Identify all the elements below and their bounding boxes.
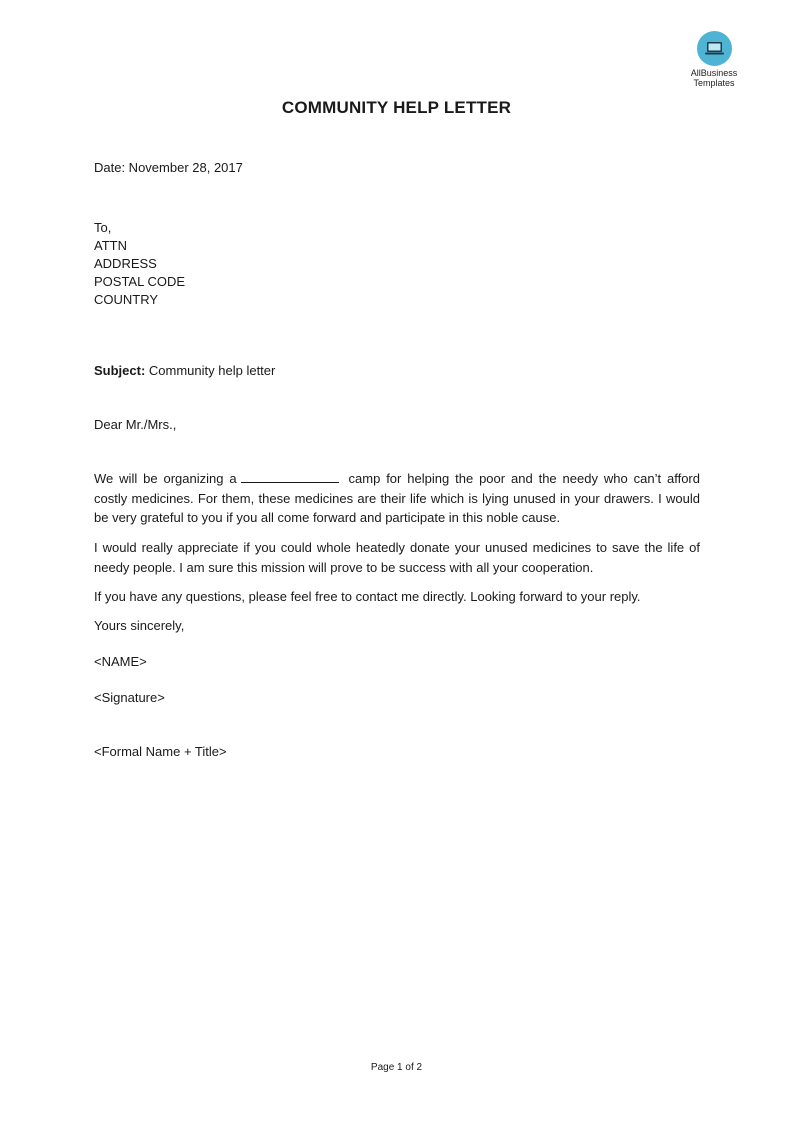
body-paragraph-2: I would really appreciate if you could whole heatedly donate your unused medicines to save the life of needy people. I am sure this mission will prove to be success with all your cooperation.	[94, 540, 700, 575]
paragraph-1-start: We will be organizing a	[94, 471, 237, 486]
subject-line	[94, 362, 275, 380]
formal-name-placeholder: <Formal Name + Title>	[94, 744, 227, 759]
closing: Yours sincerely,	[94, 618, 185, 633]
brand-logo	[678, 31, 750, 88]
recipient-country: COUNTRY	[94, 292, 159, 307]
subject-label: Subject:	[94, 363, 146, 378]
logo-line-2: Templates	[693, 78, 735, 88]
laptop-icon	[697, 31, 732, 66]
recipient-to: To,	[94, 220, 112, 235]
logo-text	[678, 68, 750, 88]
name-placeholder: <NAME>	[94, 654, 147, 669]
logo-line-1: AllBusiness	[690, 68, 738, 78]
recipient-address: ADDRESS	[94, 256, 157, 271]
fill-in-blank	[241, 470, 339, 483]
page-number: Page 1 of 2	[370, 1062, 423, 1073]
signature-placeholder: <Signature>	[94, 690, 165, 705]
greeting: Dear Mr./Mrs.,	[94, 417, 177, 432]
paragraph-1-end: camp for helping the poor and the needy who can’t afford costly medicines. For them, these medicines are their life which is lying unused in your drawers. I would be very grateful to you if you all come forward and participate in this noble cause.	[94, 471, 700, 525]
body-paragraph-3: If you have any questions, please feel free to contact me directly. Looking forward to your reply.	[94, 589, 641, 604]
body-paragraph-1	[94, 469, 700, 528]
logo-badge	[697, 31, 732, 66]
recipient-postal-code: POSTAL CODE	[94, 274, 186, 289]
document-title: COMMUNITY HELP LETTER	[281, 98, 512, 117]
date-line: Date: November 28, 2017	[94, 160, 243, 175]
subject-text: Community help letter	[145, 363, 276, 378]
recipient-attn: ATTN	[94, 238, 127, 253]
